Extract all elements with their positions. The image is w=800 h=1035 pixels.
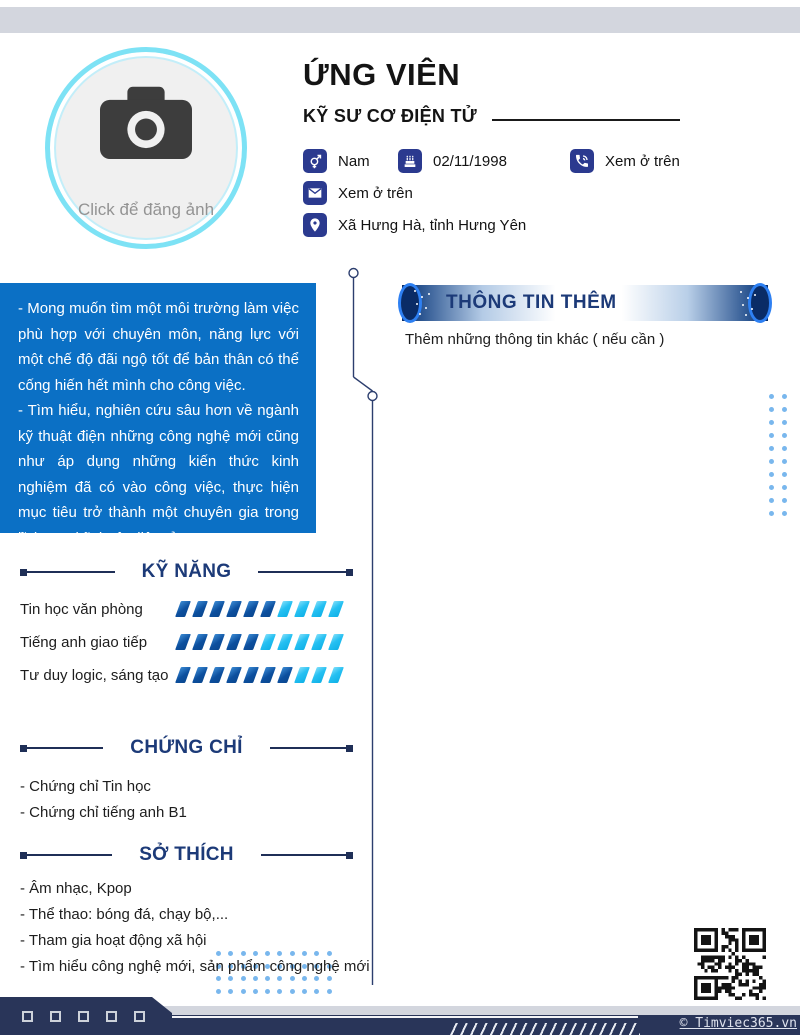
skill-slash (209, 667, 225, 683)
header-square-right (346, 852, 353, 859)
skills-title: KỸ NĂNG (141, 561, 232, 582)
header-line-left (27, 571, 115, 573)
skill-slash (226, 667, 242, 683)
header-square-left (20, 745, 27, 752)
skill-slash (260, 667, 276, 683)
qr-code (694, 928, 766, 1000)
dot (782, 485, 787, 490)
email-value: Xem ở trên (338, 184, 413, 202)
footer-square (50, 1011, 61, 1022)
skill-row (20, 663, 353, 689)
dot (769, 394, 774, 399)
job-title: KỸ SƯ CƠ ĐIỆN TỬ (303, 106, 478, 126)
hobby-item: - Thể thao: bóng đá, chạy bộ,... (20, 906, 229, 923)
skill-bar (178, 667, 348, 683)
skill-label: Tư duy logic, sáng tạo (20, 667, 169, 684)
footer-square (78, 1011, 89, 1022)
footer-square (134, 1011, 145, 1022)
right-dots-decor (769, 394, 787, 516)
skill-slash (175, 634, 191, 650)
banner-stars-right (740, 291, 742, 293)
skill-slash (192, 667, 208, 683)
header-line-right (270, 747, 346, 749)
dot (782, 459, 787, 464)
location-icon (303, 213, 327, 237)
dot (277, 989, 282, 994)
header-line-left (27, 854, 112, 856)
dot (769, 433, 774, 438)
candidate-name: ỨNG VIÊN (303, 57, 461, 92)
dot (314, 989, 319, 994)
skill-bar (178, 601, 348, 617)
additional-info-content: Thêm những thông tin khác ( nếu cần ) (405, 331, 665, 348)
skill-slash (260, 634, 276, 650)
dot (769, 498, 774, 503)
skill-slash (175, 667, 191, 683)
dot (782, 433, 787, 438)
dot (769, 407, 774, 412)
skill-slash (328, 634, 344, 650)
info-address (303, 213, 526, 237)
skills-list (20, 597, 353, 696)
skill-label: Tin học văn phòng (20, 601, 143, 618)
skill-slash (294, 634, 310, 650)
dot (782, 420, 787, 425)
hobby-item: - Âm nhạc, Kpop (20, 880, 132, 897)
certificates-header (20, 736, 353, 760)
dot (302, 989, 307, 994)
objective-paragraph: - Mong muốn tìm một môi trường làm việc phù hợp với chuyên môn, năng lực với một chế độ đãi ngộ tốt để bản thân có thể cống hiến hết mình cho công việc. (18, 300, 299, 394)
skill-slash (294, 601, 310, 617)
footer-stripes-decor (448, 1023, 640, 1035)
dot (265, 989, 270, 994)
header-square-left (20, 852, 27, 859)
skill-slash (311, 601, 327, 617)
dot (769, 420, 774, 425)
certificates-list (20, 774, 370, 826)
dot (782, 472, 787, 477)
skill-slash (192, 634, 208, 650)
dot (782, 394, 787, 399)
gender-icon (303, 149, 327, 173)
dot (782, 407, 787, 412)
header-square-right (346, 569, 353, 576)
banner-left-cap (398, 283, 422, 323)
info-phone (570, 149, 680, 173)
skill-row (20, 630, 353, 656)
title-underline (492, 119, 680, 121)
skill-slash (192, 601, 208, 617)
banner-stars-left (414, 290, 416, 292)
header-square-left (20, 569, 27, 576)
top-decor-bar (0, 7, 800, 33)
email-icon (303, 181, 327, 205)
skill-row (20, 597, 353, 623)
objective-text (0, 283, 316, 547)
skill-slash (328, 667, 344, 683)
photo-upload-button[interactable] (45, 47, 247, 249)
dot (782, 498, 787, 503)
objective-paragraph: - Tìm hiểu, nghiên cứu sâu hơn về ngành kỹ thuật điện những công nghệ mới cũng như áp dụng những kiến thức kinh nghiệm đã có vào công việc, thực hiện mục tiêu trở thành một chuyên gia trong lĩnh vực kỹ thuật điện tử. (18, 402, 299, 547)
dot (782, 511, 787, 516)
hobbies-header (20, 843, 353, 867)
skill-slash (311, 634, 327, 650)
skill-slash (209, 601, 225, 617)
hobby-item: - Tìm hiểu công nghệ mới, sản phẩm công nghệ mới (20, 958, 370, 975)
dot (327, 989, 332, 994)
dot (769, 459, 774, 464)
skill-slash (277, 634, 293, 650)
birthday-value: 02/11/1998 (433, 152, 507, 170)
skill-slash (175, 601, 191, 617)
hobbies-title: SỞ THÍCH (139, 844, 234, 865)
banner-right-cap (748, 283, 772, 323)
skill-slash (294, 667, 310, 683)
header-line-left (27, 747, 103, 749)
skill-bar (178, 634, 348, 650)
footer-white-line (172, 1016, 638, 1018)
dot (782, 446, 787, 451)
dot (769, 446, 774, 451)
certificates-title: CHỨNG CHỈ (130, 737, 243, 758)
info-gender (303, 149, 370, 173)
header-line-right (261, 854, 346, 856)
skill-slash (277, 601, 293, 617)
skill-slash (226, 601, 242, 617)
birthday-icon (398, 149, 422, 173)
certificate-item: - Chứng chỉ Tin học (20, 778, 151, 795)
header-line-right (258, 571, 346, 573)
skill-slash (243, 601, 259, 617)
hobby-item: - Tham gia hoạt động xã hội (20, 932, 207, 949)
footer-square (22, 1011, 33, 1022)
phone-icon (570, 149, 594, 173)
dot (241, 989, 246, 994)
footer-left-block (0, 997, 172, 1035)
skill-slash (277, 667, 293, 683)
additional-info-title: THÔNG TIN THÊM (446, 292, 617, 313)
skill-slash (328, 601, 344, 617)
copyright-link[interactable]: © Timviec365.vn (679, 1016, 797, 1031)
hobbies-list (20, 876, 370, 980)
skill-slash (243, 667, 259, 683)
phone-value: Xem ở trên (605, 152, 680, 170)
dot (769, 472, 774, 477)
info-email (303, 181, 413, 205)
skill-label: Tiếng anh giao tiếp (20, 634, 148, 651)
additional-info-banner (402, 285, 768, 321)
skill-slash (226, 634, 242, 650)
dot (228, 989, 233, 994)
info-birthday (398, 149, 507, 173)
photo-upload-label: Click để đăng ảnh (77, 200, 215, 219)
skill-slash (311, 667, 327, 683)
skill-slash (209, 634, 225, 650)
footer-square (106, 1011, 117, 1022)
address-value: Xã Hưng Hà, tỉnh Hưng Yên (338, 216, 527, 234)
skills-header (20, 560, 353, 584)
certificate-item: - Chứng chỉ tiếng anh B1 (20, 804, 187, 821)
qr-code-image (694, 928, 766, 1000)
dot (290, 989, 295, 994)
skill-slash (243, 634, 259, 650)
dot (769, 511, 774, 516)
dot (253, 989, 258, 994)
skill-slash (260, 601, 276, 617)
camera-icon (91, 78, 201, 170)
dot (216, 989, 221, 994)
header-square-right (346, 745, 353, 752)
dot (769, 485, 774, 490)
gender-value: Nam (338, 152, 370, 170)
